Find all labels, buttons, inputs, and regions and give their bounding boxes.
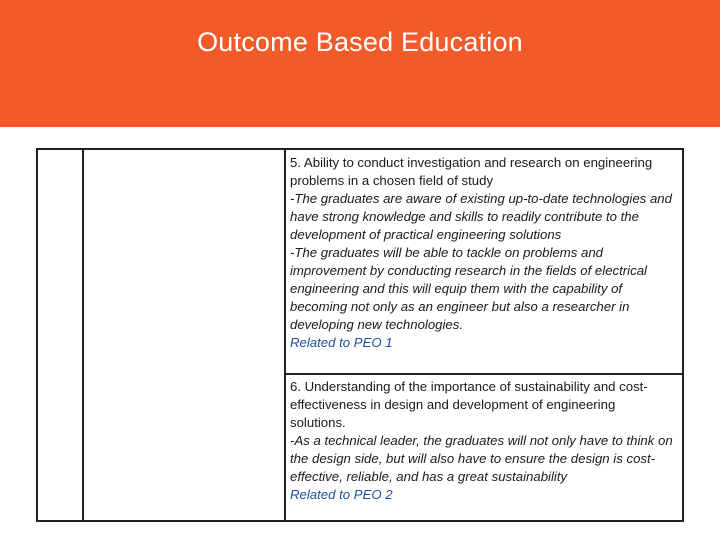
row-divider xyxy=(284,373,682,375)
column-divider xyxy=(284,150,286,520)
outcome-title: 5. Ability to conduct investigation and research on engineering problems in a chosen field of study xyxy=(290,155,653,188)
outcome-cell-5 xyxy=(290,154,674,352)
outcome-point: -As a technical leader, the graduates will not only have to think on the design side, but will also have to ensure the design is cost-effective, reliable, and has a great sustainability xyxy=(290,433,673,484)
page-title: Outcome Based Education xyxy=(197,27,523,57)
outcome-point: -The graduates will be able to tackle on problems and improvement by conducting research in the fields of electrical engineering and this will equip them with the capability of becoming not only as an engineer but also a researcher in developing new technologies. xyxy=(290,245,647,332)
outcome-point: -The graduates are aware of existing up-to-date technologies and have strong knowledge and skills to readily contribute to the development of practical engineering solutions xyxy=(290,191,672,242)
related-peo: Related to PEO 1 xyxy=(290,335,393,350)
header-banner xyxy=(0,0,720,127)
outcomes-table xyxy=(36,148,684,522)
related-peo: Related to PEO 2 xyxy=(290,487,393,502)
outcome-title: 6. Understanding of the importance of sustainability and cost-effectiveness in design and development of engineering solutions. xyxy=(290,379,648,430)
column-divider xyxy=(82,150,84,520)
outcome-cell-6 xyxy=(290,378,674,504)
